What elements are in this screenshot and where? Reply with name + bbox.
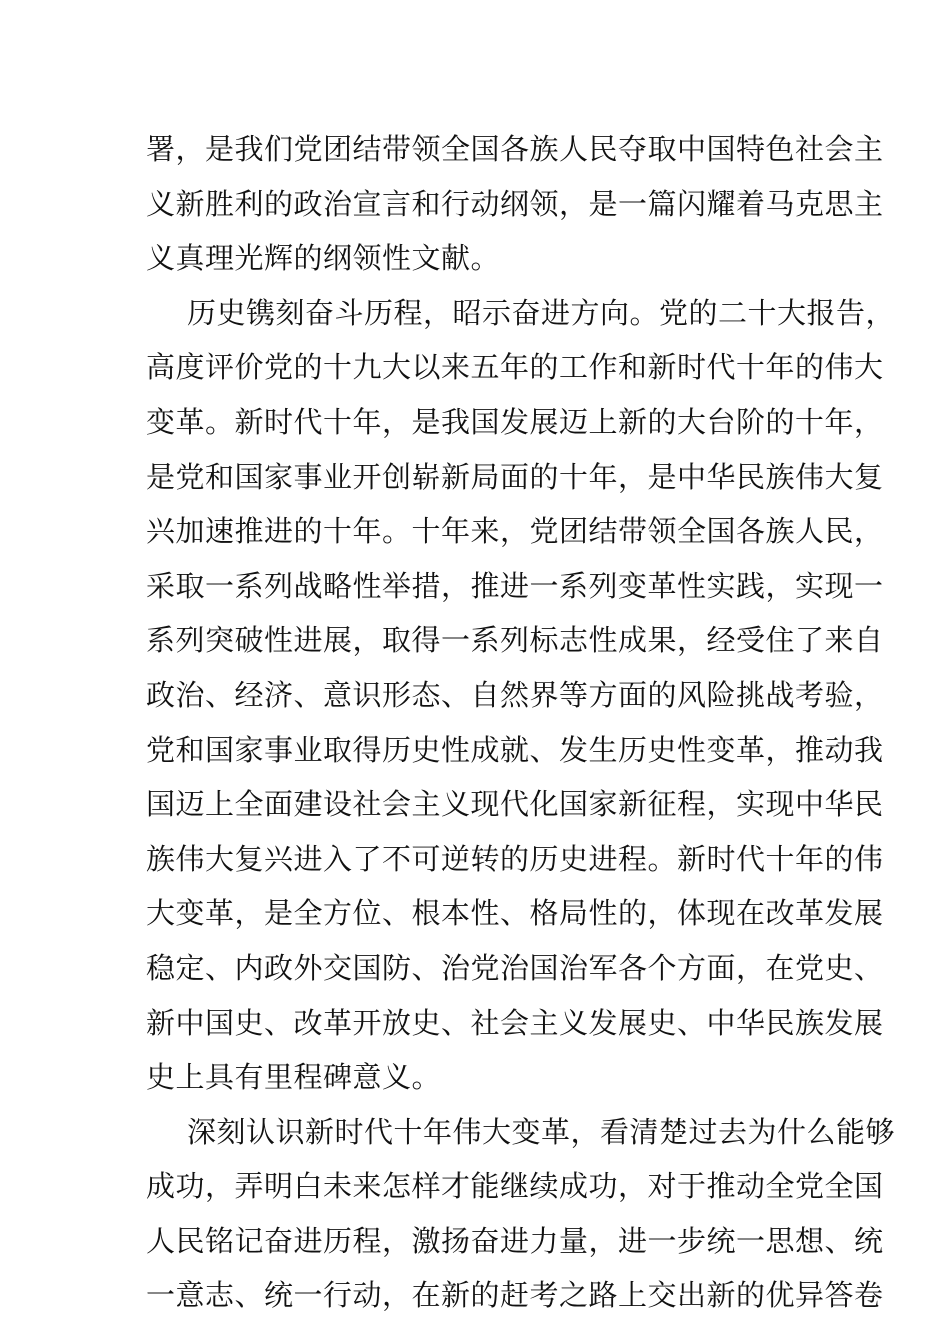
body-text bbox=[146, 122, 896, 1323]
text-line: 义真理光辉的纲领性文献。 bbox=[146, 241, 501, 276]
text-line: 政治、经济、意识形态、自然界等方面的风险挑战考验， bbox=[146, 677, 884, 712]
text-line: 史上具有里程碑意义。 bbox=[146, 1060, 442, 1095]
text-line: 义新胜利的政治宣言和行动纲领，是一篇闪耀着马克思主 bbox=[146, 186, 884, 221]
text-line: 采取一系列战略性举措，推进一系列变革性实践，实现一 bbox=[146, 568, 884, 603]
text-line: 是党和国家事业开创崭新局面的十年，是中华民族伟大复 bbox=[146, 459, 884, 494]
text-line: 族伟大复兴进入了不可逆转的历史进程。新时代十年的伟 bbox=[146, 841, 884, 876]
text-line: 大变革，是全方位、根本性、格局性的，体现在改革发展 bbox=[146, 896, 884, 931]
text-line: 新中国史、改革开放史、社会主义发展史、中华民族发展 bbox=[146, 1005, 884, 1040]
text-line: 系列突破性进展，取得一系列标志性成果，经受住了来自 bbox=[146, 623, 884, 658]
text-line: 署，是我们党团结带领全国各族人民夺取中国特色社会主 bbox=[146, 132, 884, 166]
text-line: 历史镌刻奋斗历程，昭示奋进方向。党的二十大报告， bbox=[187, 295, 896, 330]
text-line: 高度评价党的十九大以来五年的工作和新时代十年的伟大 bbox=[146, 350, 884, 385]
text-line: 成功，弄明白未来怎样才能继续成功，对于推动全党全国 bbox=[146, 1169, 884, 1204]
text-line: 深刻认识新时代十年伟大变革，看清楚过去为什么能够 bbox=[187, 1114, 896, 1149]
text-line: 人民铭记奋进历程，激扬奋进力量，进一步统一思想、统 bbox=[146, 1223, 884, 1258]
text-line: 国迈上全面建设社会主义现代化国家新征程，实现中华民 bbox=[146, 787, 884, 822]
text-line: 稳定、内政外交国防、治党治国治军各个方面，在党史、 bbox=[146, 950, 884, 985]
text-line: 兴加速推进的十年。十年来，党团结带领全国各族人民， bbox=[146, 514, 884, 549]
text-line: 党和国家事业取得历史性成就、发生历史性变革，推动我 bbox=[146, 732, 884, 767]
text-line: 一意志、统一行动，在新的赶考之路上交出新的优异答卷 bbox=[146, 1278, 884, 1313]
text-line: 变革。新时代十年，是我国发展迈上新的大台阶的十年， bbox=[146, 404, 884, 439]
